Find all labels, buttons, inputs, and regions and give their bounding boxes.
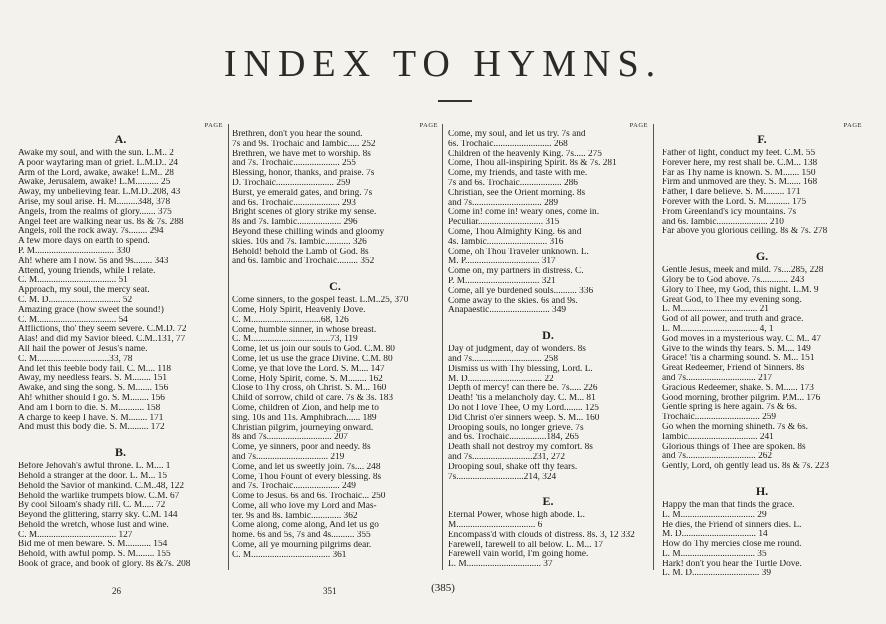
hymn-entry: Drooping souls, no longer grieve. 7s [448, 423, 584, 433]
hymn-entry: Amazing grace (how sweet the sound!) [18, 305, 164, 315]
hymn-entry: and 6s. Trochaic................184, 265 [448, 433, 579, 443]
hymn-entry: Come along, come along, And let us go [232, 521, 379, 531]
hymn-entry: Come, oh Thou Traveler unknown. L. [448, 247, 589, 257]
hymn-entry: and 7s.............................. 289 [448, 198, 559, 208]
hymn-entry: Beyond these chilling winds and gloomy [232, 227, 385, 237]
hymn-entry: Away, my needless fears. S. M........ 151 [18, 374, 168, 384]
hymn-entry: C. M.................................. 51 [18, 276, 128, 286]
hymn-entry: and 7s. Trochaic.................... 249 [232, 482, 356, 492]
hymn-entry: How do Thy mercies close me round. [662, 540, 802, 550]
hymn-entry: Day of judgment, day of wonders. 8s [448, 345, 586, 355]
hymn-entry: Depth of mercy! can there be. 7s..... 226 [448, 384, 598, 394]
hymn-entry: and 7s..........................231, 272 [448, 452, 565, 462]
hymn-entry: Come, ye that love the Lord. S. M.... 147 [232, 364, 385, 374]
section-gap [18, 433, 223, 443]
hymn-entry: Eternal Power, whose high abode. L. [448, 511, 585, 521]
hymn-entry: A poor wayfaring man of grief. L.M.D.. 24 [18, 158, 179, 168]
hymn-entry: Come, Thou all-inspiring Spirit. 8s & 7s. 281 [448, 159, 617, 169]
hymn-entry: Come, all ye mourning pilgrims dear. [232, 541, 372, 551]
hymn-entry: Away, my unbelieving fear. L.M.D..208, 43 [18, 188, 181, 198]
hymn-entry: Come to Jesus. 6s and 6s. Trochaic... 250 [232, 492, 386, 502]
hymn-entry: L. M................................ 37 [448, 560, 553, 570]
footer-left-number: 26 [112, 586, 121, 596]
hymn-entry: and 7s.............................. 258 [448, 354, 559, 364]
hymn-entry: C. M.................................. 361 [232, 550, 347, 560]
hymn-entry: Peculiar............................ 315 [448, 218, 560, 228]
hymn-entry: M. P................................ 317 [448, 257, 556, 267]
hymn-entry: Do not I love Thee, O my Lord........ 125 [448, 403, 599, 413]
hymn-entry: P. M................................ 321 [448, 276, 556, 286]
page-column-header: PAGE [843, 122, 862, 129]
hymn-entry: Come away to the skies. 6s and 9s. [448, 296, 578, 306]
hymn-entry: Attend, young friends, while I relate. [18, 266, 156, 276]
hymn-entry: Alas! and did my Savior bleed. C.M..131, 77 [18, 335, 186, 345]
hymn-entry: Behold the Savior of mankind. C.M..48, 122 [18, 481, 185, 491]
hymn-entry: Angel feet are walking near us. 8s & 7s. 288 [18, 217, 184, 227]
hymn-entry: Grace! 'tis a charming sound. S. M... 151 [662, 354, 815, 364]
index-column-4 [662, 122, 862, 579]
hymn-entry: Father, I dare believe. S. M......... 171 [662, 188, 801, 198]
section-gap [232, 267, 438, 277]
hymn-entry: C. M.................................. 127 [18, 530, 133, 540]
hymn-entry: Behold a stranger at the door. L. M... 15 [18, 471, 167, 481]
hymn-entry: skies. 10s and 7s. Iambic........... 326 [232, 237, 367, 247]
hymn-entry: Arm of the Lord, awake, awake! L.M.. 28 [18, 168, 174, 178]
hymn-entry: Father of light, conduct my feet. C.M. 55 [662, 149, 816, 158]
hymn-entry: Blessing, honor, thanks, and praise. 7s [232, 169, 375, 179]
section-letter: D. [542, 328, 554, 343]
section-letter: H. [755, 483, 769, 498]
hymn-entry: L. M................................. 4, 1 [662, 324, 774, 334]
hymn-entry: C. M...............................33, 78 [18, 354, 133, 364]
page-column-header: PAGE [629, 122, 648, 129]
hymn-entry: Farewell, farewell to all below. L. M... 17 [448, 540, 604, 550]
page-title: INDEX TO HYMNS. [223, 43, 663, 85]
section-gap [662, 472, 862, 482]
hymn-entry: Behold! behold the Lamb of God. 8s [232, 247, 369, 257]
hymn-entry: Come, let us use the grace Divine. C.M. 80 [232, 354, 393, 364]
hymn-entry: Christian, see the Orient morning. 8s [448, 188, 586, 198]
hymn-entry: and 6s. Iambic and Trochaic......... 352 [232, 257, 375, 267]
hymn-entry: Forever here, my rest shall be. C.M... 138 [662, 158, 818, 168]
hymn-entry: Great God, to Thee my evening song. [662, 295, 802, 305]
hymn-entry: L. M................................ 29 [662, 510, 767, 520]
hymn-entry: And let this feeble body fail. C. M.... 118 [18, 364, 172, 374]
hymn-entry: M.................................. 6 [448, 521, 543, 531]
hymn-entry: Behold, with awful pomp. S. M........ 155 [18, 550, 171, 560]
hymn-entry: Come, Holy Spirit, come. S. M........ 162 [232, 374, 383, 384]
hymn-entry: Encompass'd with clouds of distress. 8s. 3, 12 332 [448, 530, 635, 540]
hymn-entry: Bright scenes of glory strike my sense. [232, 208, 377, 218]
section-letter: A. [114, 132, 127, 146]
hymn-entry: Bid me of men beware. S. M........... 154 [18, 540, 168, 550]
hymn-entry: Come sinners, to the gospel feast. L.M..25, 370 [232, 296, 409, 306]
hymn-entry: Come, my soul, and let us try. 7s and [448, 130, 586, 139]
hymn-entry: Come, children of Zion, and help me to [232, 403, 379, 413]
hymn-entry: C. M.................................. 54 [18, 315, 128, 325]
hymn-entry: M. D................................ 14 [662, 530, 768, 540]
hymn-entry: Before Jehovah's awful throne. L. M.... 1 [18, 462, 171, 472]
hymn-entry: Come, and let us sweetly join. 7s.... 248 [232, 462, 381, 472]
hymn-entry: Approach, my soul, the mercy seat. [18, 286, 150, 296]
hymn-entry: and 7s. Trochaic.................... 255 [232, 159, 356, 169]
hymn-entry: Glorious things of Thee are spoken. 8s [662, 442, 806, 452]
hymn-entry: Come, Holy Spirit, Heavenly Dove. [232, 305, 366, 315]
hymn-entry: Awake, Jerusalem, awake! L.M.......... 25 [18, 178, 171, 188]
hymn-entry: Close to Thy cross, oh Christ. S. M... 160 [232, 384, 387, 394]
hymn-entry: Book of grace, and book of glory. 8s &7s. 208 [18, 560, 191, 570]
hymn-entry: Brethren, don't you hear the sound. [232, 130, 363, 139]
hymn-entry: Death! 'tis a melancholy day. C. M... 81 [448, 394, 596, 404]
hymn-entry: Dismiss us with Thy blessing, Lord. L. [448, 364, 593, 374]
hymn-entry: Burst, ye emerald gates, and bring. 7s [232, 188, 373, 198]
hymn-entry: C. M. D............................... 52 [18, 295, 133, 305]
hymn-entry: L. M................................. 21 [662, 305, 769, 315]
hymn-entry: 4s. Iambic.......................... 316 [448, 237, 564, 247]
index-column-2 [232, 122, 438, 561]
hymn-entry: Drooping soul, shake off thy fears. [448, 462, 578, 472]
hymn-entry: And am I born to die. S. M........... 158 [18, 403, 161, 413]
hymn-entry: L. M. D............................. 39 [662, 569, 771, 579]
index-column-1 [18, 122, 223, 570]
hymn-entry: Behold the warlike trumpets blow. C.M. 67 [18, 491, 180, 501]
column-divider [442, 124, 443, 570]
hymn-entry: 8s and 7s. Iambic................... 296 [232, 218, 358, 228]
section-gap [448, 482, 648, 492]
hymn-entry: and 7s.............................. 262 [662, 452, 773, 462]
section-gap [448, 316, 648, 326]
hymn-entry: Come, all ye burdened souls.......... 336 [448, 286, 594, 296]
hymn-entry: M. D................................ 22 [448, 374, 554, 384]
footer-right-number: 351 [323, 586, 337, 596]
index-column-3 [448, 122, 648, 570]
column-divider [653, 124, 654, 570]
hymn-entry: home. 6s and 5s, 7s and 4s.......... 355 [232, 531, 371, 541]
section-letter: F. [757, 132, 767, 146]
hymn-entry: Gentle Jesus, meek and mild. 7s....285, 228 [662, 266, 824, 276]
hymn-entry: A charge to keep I have. S. M........ 171 [18, 413, 164, 423]
hymn-entry: Come, Thou Almighty King. 6s and [448, 227, 582, 237]
hymn-entry: sing. 10s and 11s. Amphibrach...... 189 [232, 413, 377, 423]
hymn-entry: Give to the winds thy fears. S. M.... 149 [662, 344, 811, 354]
hymn-entry: Far above you glorious ceiling. 8s & 7s. 278 [662, 227, 828, 237]
hymn-entry: Hark! don't you hear the Turtle Dove. [662, 559, 802, 569]
hymn-entry: and 6s. Trochaic.................... 293 [232, 198, 356, 208]
hymn-entry: C. M..................................73, 119 [232, 335, 358, 345]
section-letter: C. [329, 279, 341, 294]
hymn-entry: Death shall not destroy my comfort. 8s [448, 443, 593, 453]
hymn-entry: Farewell vain world, I'm going home. [448, 550, 589, 560]
hymn-entry: D. Trochaic......................... 259 [232, 178, 351, 188]
hymn-entry: C. M..............................68, 126 [232, 315, 349, 325]
hymn-entry: Come on, my partners in distress. C. [448, 267, 584, 277]
hymn-entry: He dies, the Friend of sinners dies. L. [662, 520, 802, 530]
hymn-entry: Good morning, brother pilgrim. P.M... 176 [662, 393, 821, 403]
hymn-entry: Gracious Redeemer, shake. S. M...... 173 [662, 383, 814, 393]
hymn-entry: Awake, and sing the song. S. M....... 156 [18, 384, 169, 394]
hymn-entry: and 7s.............................. 217 [662, 373, 773, 383]
hymn-entry: From Greenland's icy mountains. 7s [662, 207, 797, 217]
hymn-entry: Come, Thou Fount of every blessing. 8s [232, 472, 382, 482]
hymn-entry: L. M................................ 35 [662, 549, 767, 559]
hymn-entry: Come, my friends, and taste with me. [448, 169, 588, 179]
hymn-entry: Come, all who love my Lord and Mas- [232, 501, 377, 511]
hymn-entry: Far as Thy name is known. S. M....... 150 [662, 168, 816, 178]
hymn-entry: Arise, my soul arise. H. M.........348, 378 [18, 197, 171, 207]
hymn-entry: 6s. Trochaic......................... 268 [448, 139, 568, 149]
hymn-entry: Did Christ o'er sinners weep. S. M... 160 [448, 413, 600, 423]
page-column-header: PAGE [419, 122, 438, 129]
hymn-entry: 7s and 9s. Trochaic and Iambic..... 252 [232, 139, 376, 149]
hymn-entry: God moves in a mysterious way. C. M.. 47 [662, 334, 821, 344]
hymn-entry: Come, let us join our souls to God. C.M. 80 [232, 345, 395, 355]
hymn-entry: Ah! where am I now. 5s and 9s........ 343 [18, 256, 169, 266]
hymn-entry: Come in! come in! weary ones, come in. [448, 208, 600, 218]
hymn-entry: ter. 9s and 8s. Iambic............. 362 [232, 511, 358, 521]
hymn-entry: 7s and 6s. Trochaic.................. 286 [448, 178, 578, 188]
hymn-entry: Great Redeemer, Friend of Sinners. 8s [662, 364, 805, 374]
hymn-entry: Angels, roll the rock away. 7s........ 294 [18, 227, 164, 237]
section-gap [662, 237, 862, 247]
section-letter: B. [114, 445, 126, 460]
hymn-entry: Angels, from the realms of glory....... 375 [18, 207, 172, 217]
hymn-entry: Glory be to God above. 7s............ 243 [662, 275, 805, 285]
section-letter: G. [755, 249, 769, 264]
hymn-entry: Glory to Thee, my God, this night. L.M. 9 [662, 285, 819, 295]
hymn-entry: Brethren, we have met to worship. 8s [232, 149, 371, 159]
hymn-entry: God of all power, and truth and grace. [662, 315, 804, 325]
hymn-entry: Come, humble sinner, in whose breast. [232, 325, 377, 335]
hymn-entry: P. M.................................. 330 [18, 246, 131, 256]
hymn-entry: Trochaic............................ 259 [662, 413, 777, 423]
hymn-entry: and 6s. Iambic...................... 210 [662, 217, 784, 227]
hymn-entry: Go when the morning shineth. 7s & 6s. [662, 422, 808, 432]
hymn-entry: All hail the power of Jesus's name. [18, 344, 148, 354]
hymn-entry: Children of the heavenly King. 7s..... 275 [448, 149, 602, 159]
hymn-entry: Afflictions, tho' they seem severe. C.M.D. 72 [18, 325, 187, 335]
section-letter: E. [542, 494, 554, 509]
hymn-entry: Forever with the Lord. S. M.......... 175 [662, 197, 807, 207]
hymn-entry: 7s.............................214, 324 [448, 472, 557, 482]
title-underline [438, 100, 472, 102]
hymn-entry: 8s and 7s............................ 207 [232, 433, 348, 443]
hymn-entry: Ah! whither should I go. S. M........ 156 [18, 393, 165, 403]
hymn-entry: And must this body die. S. M......... 172 [18, 423, 165, 433]
page-column-header: PAGE [204, 122, 223, 129]
hymn-entry: By cool Siloam's shady rill. C. M..... 72 [18, 501, 166, 511]
hymn-entry: Happy the man that finds the grace. [662, 500, 795, 510]
hymn-entry: Child of sorrow, child of care. 7s & 3s. 183 [232, 394, 394, 404]
page-number: (385) [431, 582, 455, 594]
hymn-entry: Gentle spring is here again. 7s & 6s. [662, 403, 798, 413]
hymn-entry: Anapaestic.......................... 349 [448, 306, 566, 316]
hymn-entry: Awake my soul, and with the sun. L.M.. 2 [18, 149, 174, 158]
hymn-entry: A few more days on earth to spend. [18, 237, 150, 247]
hymn-entry: Iambic.............................. 241 [662, 432, 774, 442]
hymn-entry: Beyond the glittering, starry sky. C.M. 144 [18, 511, 178, 521]
hymn-entry: Firm and unmoved are they. S. M...... 168 [662, 178, 818, 188]
hymn-entry: Behold the wretch, whose lust and wine. [18, 520, 169, 530]
hymn-entry: Gently, Lord, oh gently lead us. 8s & 7s. 223 [662, 462, 829, 472]
column-divider [228, 124, 229, 570]
hymn-entry: Christian pilgrim, journeying onward. [232, 423, 374, 433]
hymn-entry: Come, ye sinners, poor and needy. 8s [232, 443, 371, 453]
hymn-entry: and 7s............................... 219 [232, 452, 345, 462]
